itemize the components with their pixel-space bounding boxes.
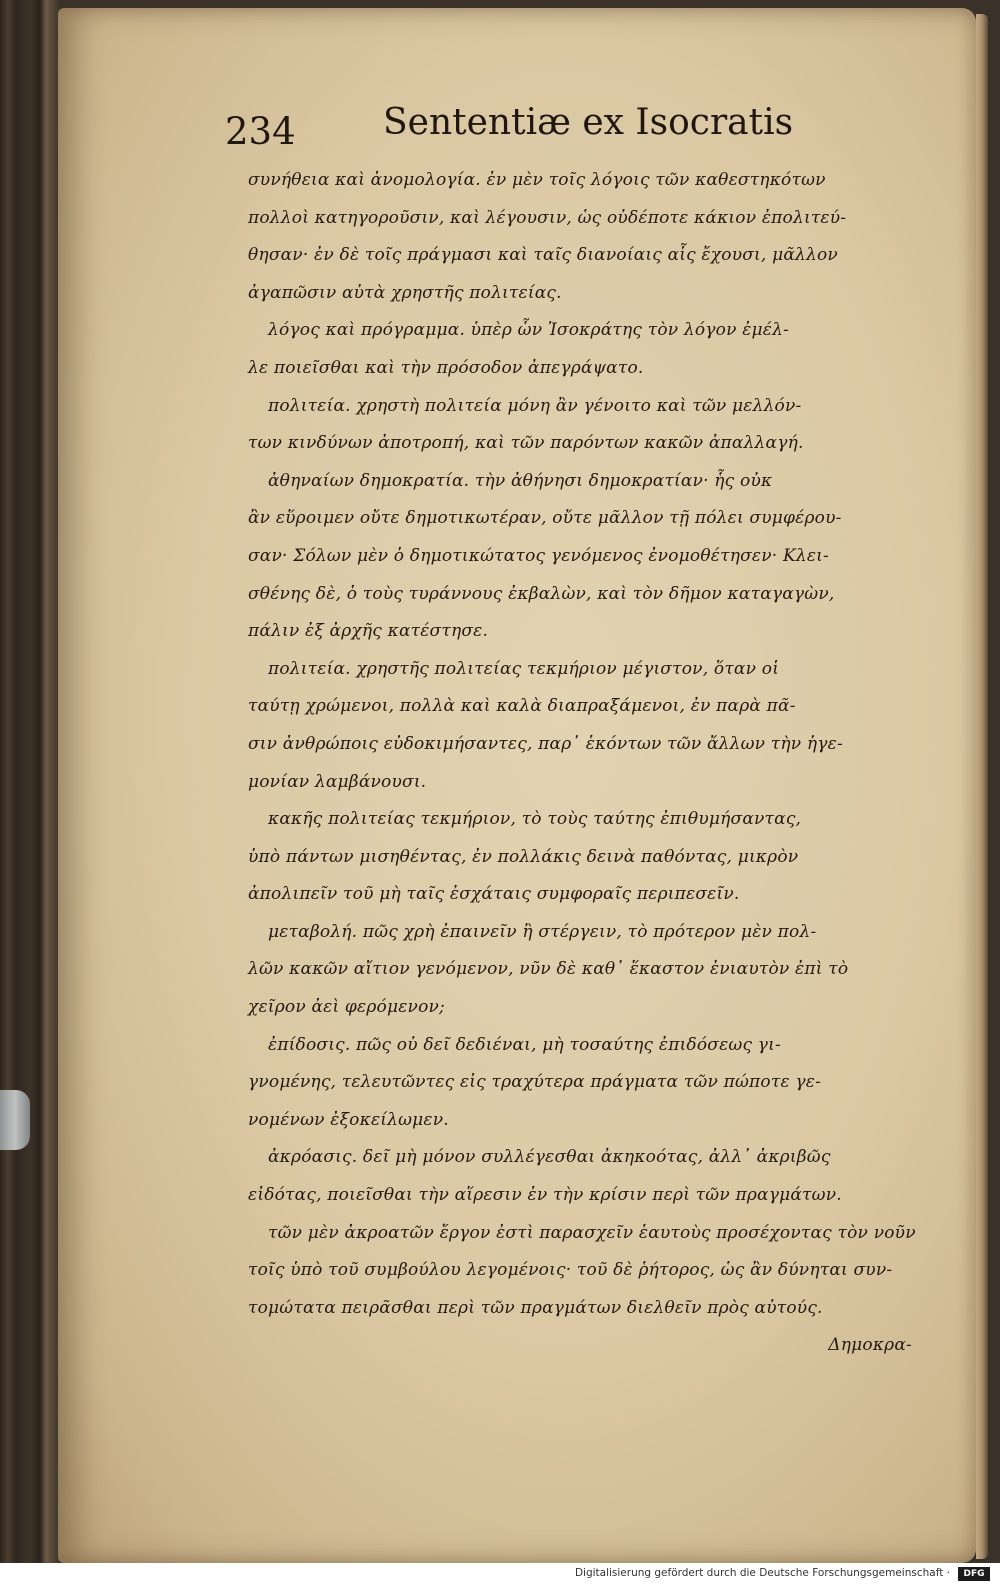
text-line: τοῖς ὑπὸ τοῦ συμβούλου λεγομένοις· τοῦ δὲ ῥήτορος, ὡς ἂν δύνηται συν-: [248, 1260, 893, 1281]
text-line: πολιτεία. χρηστὴ πολιτεία μόνη ἂν γένοιτο καὶ τῶν μελλόν-: [268, 395, 802, 416]
text-line: ὑπὸ πάντων μισηθέντας, ἐν πολλάκις δεινὰ παθόντας, μικρὸν: [248, 846, 799, 867]
text-line: ἀγαπῶσιν αὐτὰ χρηστῆς πολιτείας.: [248, 282, 562, 303]
text-line: σθένης δὲ, ὁ τοὺς τυράννους ἐκβαλὼν, καὶ τὸν δῆμον καταγαγὼν,: [248, 583, 835, 604]
page-header: [225, 100, 794, 153]
digitization-footer: [0, 1563, 1000, 1585]
dfg-logo-icon: DFG: [958, 1567, 990, 1581]
text-block: [248, 162, 916, 1365]
text-line: νομένων ἐξοκείλωμεν.: [248, 1109, 449, 1130]
text-line: σαν· Σόλων μὲν ὁ δημοτικώτατος γενόμενος ἐνομοθέτησεν· Κλει-: [248, 545, 829, 566]
funding-credit: Digitalisierung gefördert durch die Deutsche Forschungsgemeinschaft ·: [574, 1567, 950, 1579]
page-edge: [976, 14, 988, 1559]
text-line: σιν ἀνθρώποις εὐδοκιμήσαντες, παρ᾽ ἑκόντων τῶν ἄλλων τὴν ἡγε-: [248, 733, 843, 754]
text-line: μονίαν λαμβάνουσι.: [248, 771, 427, 792]
text-line: ἂν εὕροιμεν οὔτε δημοτικωτέραν, οὔτε μᾶλλον τῇ πόλει συμφέρου-: [248, 508, 842, 529]
page-clip: [0, 1090, 30, 1150]
text-line: θησαν· ἐν δὲ τοῖς πράγμασι καὶ ταῖς διανοίαις αἷς ἔχουσι, μᾶλλον: [248, 245, 838, 266]
text-line: ἀθηναίων δημοκρατία. τὴν ἀθήνησι δημοκρατίαν· ἧς οὐκ: [268, 470, 773, 491]
text-line: χεῖρον ἀεὶ φερόμενον;: [248, 997, 445, 1018]
text-line: τομώτατα πειρᾶσθαι περὶ τῶν πραγμάτων διελθεῖν πρὸς αὐτούς.: [248, 1297, 823, 1318]
text-line: ἐπίδοσις. πῶς οὐ δεῖ δεδιέναι, μὴ τοσαύτης ἐπιδόσεως γι-: [268, 1034, 781, 1055]
text-line: συνήθεια καὶ ἀνομολογία. ἐν μὲν τοῖς λόγοις τῶν καθεστηκότων: [248, 170, 826, 190]
text-line: ἀπολιπεῖν τοῦ μὴ ταῖς ἐσχάταις συμφοραῖς περιπεσεῖν.: [248, 884, 740, 905]
text-line: λῶν κακῶν αἴτιον γενόμενον, νῦν δὲ καθ᾽ ἕκαστον ἐνιαυτὸν ἐπὶ τὸ: [248, 959, 849, 980]
page-number: 234: [225, 110, 296, 153]
text-line: λόγος καὶ πρόγραμμα. ὑπὲρ ὧν Ἰσοκράτης τὸν λόγον ἐμέλ-: [268, 320, 790, 341]
text-line: κακῆς πολιτείας τεκμήριον, τὸ τοὺς ταύτης ἐπιθυμήσαντας,: [268, 809, 802, 830]
text-line: γνομένης, τελευτῶντες εἰς τραχύτερα πράγματα τῶν πώποτε γε-: [248, 1072, 822, 1093]
text-line: εἰδότας, ποιεῖσθαι τὴν αἵρεσιν ἐν τὴν κρίσιν περὶ τῶν πραγμάτων.: [248, 1185, 842, 1206]
text-line: ἀκρόασις. δεῖ μὴ μόνον συλλέγεσθαι ἀκηκοότας, ἀλλ᾽ ἀκριβῶς: [268, 1147, 831, 1168]
text-line: πάλιν ἐξ ἀρχῆς κατέστησε.: [248, 621, 489, 642]
text-line: μεταβολή. πῶς χρὴ ἐπαινεῖν ἢ στέργειν, τὸ πρότερον μὲν πολ-: [268, 921, 817, 942]
text-line: πολλοὶ κατηγοροῦσιν, καὶ λέγουσιν, ὡς οὐδέποτε κάκιον ἐπολιτεύ-: [248, 207, 847, 228]
running-head: Sententiæ ex Isocratis: [383, 102, 794, 143]
text-line: τῶν μὲν ἀκροατῶν ἔργον ἐστὶ παρασχεῖν ἑαυτοὺς προσέχοντας τὸν νοῦν: [268, 1222, 916, 1243]
catchword: Δημοκρα-: [828, 1335, 912, 1356]
text-line: λε ποιεῖσθαι καὶ τὴν πρόσοδον ἀπεγράψατο.: [248, 357, 644, 378]
text-line: των κινδύνων ἀποτροπή, καὶ τῶν παρόντων κακῶν ἀπαλλαγή.: [248, 433, 804, 454]
text-line: ταύτῃ χρώμενοι, πολλὰ καὶ καλὰ διαπραξάμενοι, ἐν παρὰ πᾶ-: [248, 696, 796, 717]
text-line: πολιτεία. χρηστῆς πολιτείας τεκμήριον μέγιστον, ὅταν οἱ: [268, 658, 780, 679]
